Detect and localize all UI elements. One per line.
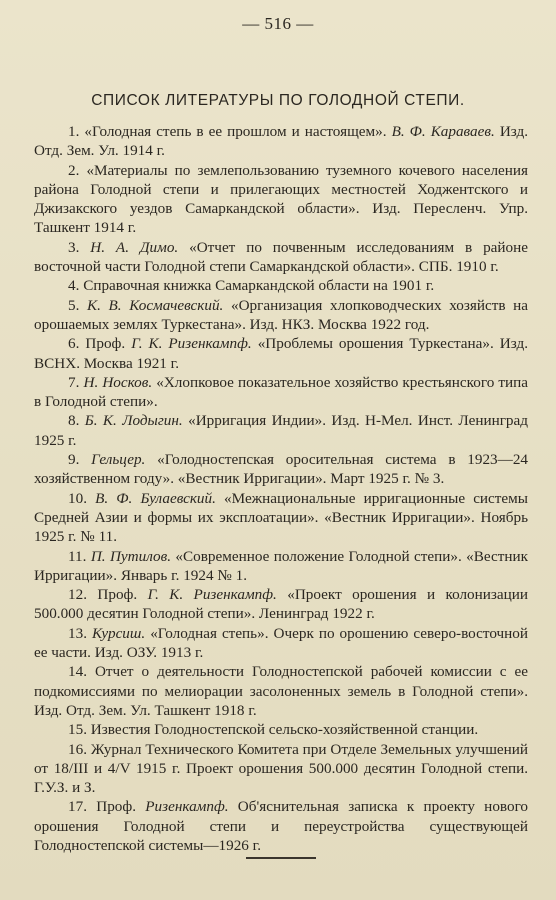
reference-item xyxy=(34,122,528,161)
reference-number: 2. xyxy=(68,161,80,179)
reference-item xyxy=(34,334,528,373)
page-number: — 516 — xyxy=(242,14,314,33)
reference-text: «Материалы по землепользованию туземного кочевого населения района Голодной степи и прилегающих местностей Ходжентского и Джизакского уездов Самаркандской области». Изд. Пересленч. Упр. Ташкент 1914 г. xyxy=(34,161,529,237)
reference-text: «Голодная степь». Очерк по орошению северо-восточной ее части. Изд. ОЗУ. 1913 г. xyxy=(34,624,529,662)
reference-number: 15. xyxy=(68,721,87,739)
reference-number: 6. xyxy=(68,335,80,353)
reference-author: В. Ф. Булаевский. xyxy=(95,489,216,507)
reference-item xyxy=(34,411,528,450)
reference-text: Проф. xyxy=(85,335,126,353)
reference-number: 17. xyxy=(68,798,87,816)
reference-text: «Отчет по почвенным исследованиям в районе восточной части Голодной степи Самаркандской области». СПБ. 1910 г. xyxy=(34,238,529,276)
reference-number: 11. xyxy=(68,547,87,565)
reference-item xyxy=(34,740,528,798)
reference-item xyxy=(34,662,528,720)
reference-number: 13. xyxy=(68,624,87,642)
reference-text: Известия Голодностепской сельско-хозяйственной станции. xyxy=(90,721,479,739)
reference-text: «Голодностепская оросительная система в 1923—24 хозяйственном году». «Вестник Ирригации». Март 1925 г. № 3. xyxy=(34,451,529,488)
reference-text: Об'яснительная записка к проекту нового орошения Голодной степи и переустройства существующей Голодностепской системы—1926 г. xyxy=(34,798,529,854)
reference-text: Справочная книжка Самаркандской области на 1901 г. xyxy=(83,277,435,295)
reference-item xyxy=(34,624,528,663)
reference-number: 12. xyxy=(68,586,87,604)
reference-author: Ризенкампф. xyxy=(145,798,229,816)
reference-author: Н. А. Димо. xyxy=(90,238,179,256)
reference-item xyxy=(34,373,528,412)
reference-item xyxy=(34,450,528,489)
reference-number: 9. xyxy=(68,451,80,469)
reference-author: Г. К. Ризенкампф. xyxy=(131,335,252,353)
reference-number: 1. xyxy=(68,123,80,140)
reference-number: 14. xyxy=(68,663,87,681)
reference-text: Проф. xyxy=(96,798,137,816)
reference-item xyxy=(34,161,528,238)
reference-number: 5. xyxy=(68,296,80,314)
reference-text: Изд. Отд. Зем. Ул. 1914 г. xyxy=(34,123,529,160)
reference-text: «Ирригация Индии». Изд. Н-Мел. Инст. Ленинград 1925 г. xyxy=(34,412,528,449)
reference-text: «Проект орошения и колонизации 500.000 десятин Голодной степи». Ленинград 1922 г. xyxy=(34,586,529,623)
reference-text: Журнал Технического Комитета при Отделе Земельных улучшений от 18/III и 4/V 1915 г. Проект орошения 500.000 десятин Голодной степи. Г.У.З. и З. xyxy=(34,740,529,797)
reference-author: В. Ф. Караваев. xyxy=(391,123,495,140)
reference-number: 16. xyxy=(68,740,87,758)
reference-number: 8. xyxy=(68,412,80,430)
reference-author: Курсиш. xyxy=(92,624,146,642)
reference-author: К. В. Космачевский. xyxy=(87,296,224,314)
reference-item xyxy=(34,797,528,855)
reference-number: 7. xyxy=(68,373,80,391)
reference-text: Проф. xyxy=(97,586,138,604)
reference-text: «Голодная степь в ее прошлом и настоящем». xyxy=(84,123,387,140)
reference-text: «Хлопковое показательное хозяйство крестьянского типа в Голодной степи». xyxy=(34,373,529,411)
reference-item xyxy=(34,585,528,624)
closing-rule xyxy=(246,857,316,859)
reference-item xyxy=(34,296,528,335)
reference-text: Отчет о деятельности Голодностепской рабочей комиссии с ее подкомиссиями по мелиорации засолоненных земель в Голодной степи». Изд. Отд. Зем. Ул. Ташкент 1918 г. xyxy=(34,663,528,719)
reference-item xyxy=(34,489,528,547)
reference-text: «Организация хлопководческих хозяйств на орошаемых землях Туркестана». Изд. НКЗ. Москва 1922 год. xyxy=(34,296,528,333)
reference-text: «Проблемы орошения Туркестана». Изд. ВСНХ. Москва 1921 г. xyxy=(34,335,529,372)
reference-author: П. Путилов. xyxy=(90,547,172,565)
reference-item xyxy=(34,720,528,739)
reference-number: 3. xyxy=(68,238,80,256)
reference-list xyxy=(34,122,528,855)
reference-item xyxy=(34,238,528,277)
reference-author: Гельцер. xyxy=(91,451,146,469)
reference-item xyxy=(34,276,528,295)
reference-author: Б. К. Лодыгин. xyxy=(84,412,183,430)
reference-author: Г. К. Ризенкампф. xyxy=(147,586,277,604)
reference-number: 10. xyxy=(68,489,87,507)
reference-item xyxy=(34,547,528,586)
bibliography-heading: СПИСОК ЛИТЕРАТУРЫ ПО ГОЛОДНОЙ СТЕПИ. xyxy=(91,92,465,109)
reference-number: 4. xyxy=(68,277,80,295)
reference-author: Н. Носков. xyxy=(83,373,153,391)
reference-text: «Современное положение Голодной степи». «Вестник Ирригации». Январь г. 1924 № 1. xyxy=(34,547,529,584)
reference-text: «Межнациональные ирригационные системы Средней Азии и формы их эксплоатации». «Вестник Ирригации». Ноябрь 1925 г. № 11. xyxy=(34,489,528,546)
